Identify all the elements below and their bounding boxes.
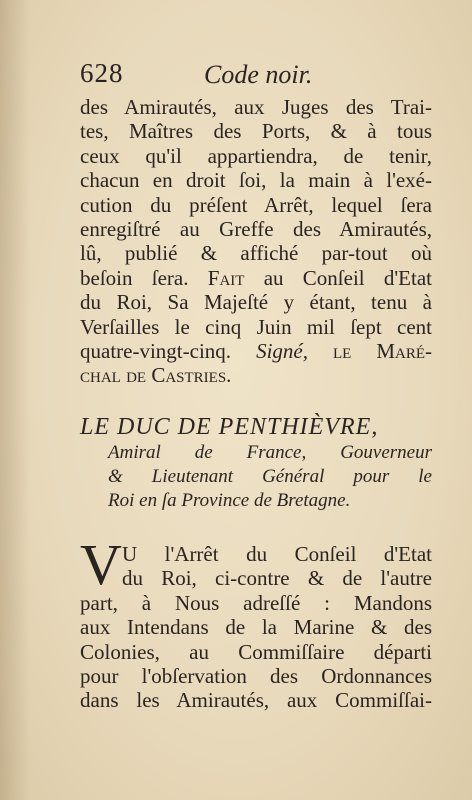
running-head: Code noir.	[204, 60, 313, 89]
text-segment: quatre-vingt-cinq.	[80, 338, 232, 363]
text-line: du Roi, ci-contre & de l'autre	[122, 566, 432, 591]
text-line: chacun en droit ſoi, la main à l'exé-	[80, 168, 432, 193]
text-segment: au Conſeil d'Etat	[244, 265, 432, 290]
heading-line: Amiral de France, Gouverneur	[108, 442, 432, 463]
paragraph-ordonnance	[80, 542, 432, 713]
signatory-name: chal de Castries.	[80, 363, 232, 388]
drop-cap: V	[80, 532, 122, 597]
text-line: Verſailles le cinq Juin mil ſept cent	[80, 314, 432, 339]
fait-small-caps: Fait	[207, 265, 245, 290]
text-line	[80, 266, 432, 290]
text-line: du Roi, Sa Majeſté y étant, tenu à	[80, 290, 432, 315]
heading-line: Roi en ſa Province de Bretagne.	[108, 490, 351, 511]
text-line: pour l'obſervation des Ordonnances	[80, 663, 432, 688]
text-line: des Amirautés, aux Juges des Trai-	[80, 95, 432, 119]
text-line: Colonies, au Commiſſaire départi	[80, 639, 432, 664]
text-line: U l'Arrêt du Conſeil d'Etat	[122, 542, 432, 566]
text-line: part, à Nous adreſſé : Mandons	[80, 590, 432, 615]
text-line: enregiſtré au Greffe des Amirautés,	[80, 216, 432, 241]
signatory-small-caps: le Maré-	[333, 338, 433, 363]
heading-title: LE DUC DE PENTHIÈVRE,	[80, 414, 379, 440]
text-line: ceux qu'il appartiendra, de tenir,	[80, 143, 432, 168]
gutter-shadow	[0, 0, 30, 800]
heading-line: & Lieutenant Général pour le	[108, 466, 432, 487]
text-segment: beſoin ſera.	[80, 265, 189, 290]
text-line	[80, 339, 432, 363]
signe-italic: Signé,	[256, 338, 308, 363]
text-line: lû, publié & affiché par-tout où	[80, 241, 432, 266]
page-header	[80, 58, 440, 92]
paragraph-arret-ending	[80, 95, 432, 388]
text-line: cution du préſent Arrêt, lequel ſera	[80, 192, 432, 217]
text-line: tes, Maîtres des Ports, & à tous	[80, 119, 432, 144]
section-heading	[80, 413, 432, 513]
text-line: aux Intendans de la Marine & des	[80, 615, 432, 640]
text-line: dans les Amirautés, aux Commiſſai-	[80, 688, 432, 713]
page-number: 628	[80, 58, 124, 88]
